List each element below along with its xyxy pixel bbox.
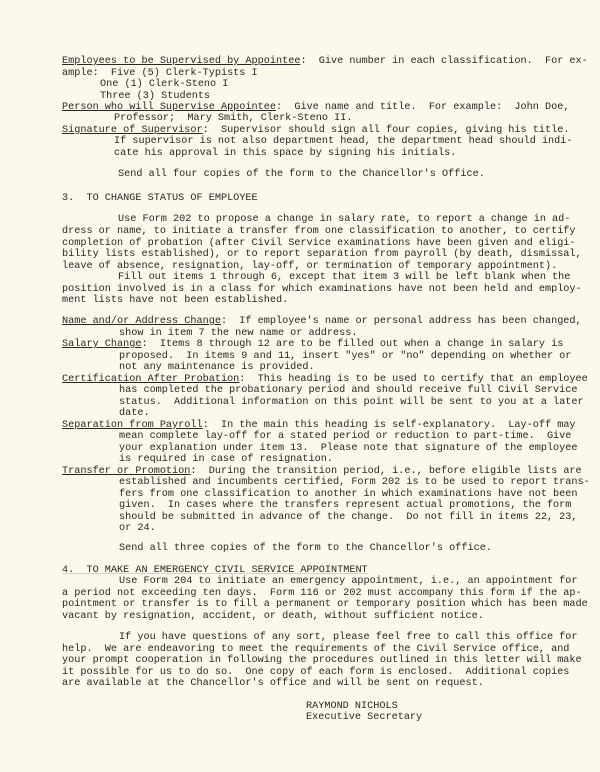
certification-line-2: has completed the probationary period and should receive full Civil Service xyxy=(119,385,578,396)
s3-p1-line-1: dress or name, to initiate a transfer from one classification to another, to certify xyxy=(62,226,576,237)
transfer-line-5: should be submitted in advance of the change. Do not fill in items 22, 23, xyxy=(119,512,578,523)
certification-line-4: date. xyxy=(119,408,150,419)
separation-heading: Separation from Payroll xyxy=(62,420,203,431)
salary-change-line-2: proposed. In items 9 and 11, insert "yes" or "no" depending on whether or xyxy=(119,351,572,362)
separation-line-2: mean complete lay-off for a stated period or reduction to part-time. Give xyxy=(119,431,572,442)
section-4-heading: 4. TO MAKE AN EMERGENCY CIVIL SERVICE APPOINTMENT xyxy=(62,565,368,576)
person-heading: Person who will Supervise Appointee xyxy=(62,102,276,113)
s3-p1-line-4: leave of absence, resignation, lay-off, or termination of temporary appointment). xyxy=(62,261,558,272)
person-line-2: Professor; Mary Smith, Clerk-Steno II. xyxy=(114,113,353,124)
s4-p1-line-3: vacant by resignation, accident, or death, without sufficient notice. xyxy=(62,611,484,622)
closing-line-1: help. We are endeavoring to meet the requirements of the Civil Service office, and xyxy=(62,644,570,655)
signer-name: RAYMOND NICHOLS xyxy=(306,701,398,712)
transfer-line-1: Transfer or Promotion: During the transition period, i.e., before eligible lists are xyxy=(62,466,582,477)
signer-title: Executive Secretary xyxy=(306,712,423,723)
transfer-line-4: given. In cases where the transfers represent actual promotions, the form xyxy=(119,500,572,511)
s3-p1-line-2: completion of probation (after Civil Service examinations have been given and eligi- xyxy=(62,238,576,249)
supervised-line-1: Employees to be Supervised by Appointee: Give number in each classification. For ex- xyxy=(62,56,588,67)
s4-p1-line-1: a period not exceeding ten days. Form 116 or 202 must accompany this form if the ap- xyxy=(62,588,582,599)
certification-line-3: status. Additional information on this point will be sent to you at a later xyxy=(119,397,584,408)
s3-p1-line-7: ment lists have not been established. xyxy=(62,295,289,306)
supervised-line-3: One (1) Clerk-Steno I xyxy=(100,79,229,90)
separation-line-1: Separation from Payroll: In the main this heading is self-explanatory. Lay-off may xyxy=(62,420,576,431)
transfer-heading: Transfer or Promotion xyxy=(62,466,191,477)
closing-line-4: are available at the Chancellor's office and will be sent on request. xyxy=(62,678,484,689)
salary-change-line-3: not any maintenance is provided. xyxy=(119,362,315,373)
person-line-1: Person who will Supervise Appointee: Give name and title. For example: John Doe, xyxy=(62,102,570,113)
s4-p1-line-2: pointment or transfer is to fill a permanent or temporary position which has been made xyxy=(62,599,588,610)
section-3-heading: 3. TO CHANGE STATUS OF EMPLOYEE xyxy=(62,193,258,204)
certification-line-1: Certification After Probation: This heading is to be used to certify that an employee xyxy=(62,374,588,385)
transfer-line-2: established and incumbents certified, Form 202 is to be used to report trans- xyxy=(119,477,590,488)
transfer-line-6: or 24. xyxy=(119,523,156,534)
salary-change-line-1: Salary Change: Items 8 through 12 are to be filled out when a change in salary is xyxy=(62,339,564,350)
supervised-line-2: ample: Five (5) Clerk-Typists I xyxy=(62,68,258,79)
s3-p1-line-0: Use Form 202 to propose a change in salary rate, to report a change in ad- xyxy=(118,214,571,225)
send-three-copies: Send all three copies of the form to the Chancellor's office. xyxy=(119,543,492,554)
transfer-line-3: fers from one classification to another in which examinations have not been xyxy=(119,489,578,500)
s4-p1-line-0: Use Form 204 to initiate an emergency appointment, i.e., an appointment for xyxy=(119,576,578,587)
name-change-line-1: Name and/or Address Change: If employee's name or personal address has been changed, xyxy=(62,316,582,327)
certification-heading: Certification After Probation xyxy=(62,374,240,385)
name-change-heading: Name and/or Address Change xyxy=(62,316,221,327)
signature-line-3: cate his approval in this space by signing his initials. xyxy=(114,148,457,159)
closing-line-2: your prompt cooperation in following the procedures outlined in this letter will make xyxy=(62,655,582,666)
signature-heading: Signature of Supervisor xyxy=(62,125,203,136)
separation-line-4: is required in case of resignation. xyxy=(119,454,333,465)
supervised-line-4: Three (3) Students xyxy=(100,91,211,102)
separation-line-3: your explanation under item 13. Please note that signature of the employee xyxy=(119,443,578,454)
send-four-copies: Send all four copies of the form to the Chancellor's Office. xyxy=(118,169,485,180)
s3-p1-line-3: bility lists established), or to report separation from payroll (by death, dismissal, xyxy=(62,249,582,260)
s3-p1-line-6: position involved is in a class for which examinations have not been held and employ- xyxy=(62,284,582,295)
closing-line-3: it possible for us to do so. One copy of each form is enclosed. Additional copies xyxy=(62,667,570,678)
signature-line-2: If supervisor is not also department head, the department head should indi- xyxy=(114,136,573,147)
salary-change-heading: Salary Change xyxy=(62,339,142,350)
signature-line-1: Signature of Supervisor: Supervisor should sign all four copies, giving his title. xyxy=(62,125,570,136)
closing-line-0: If you have questions of any sort, please feel free to call this office for xyxy=(119,632,578,643)
name-change-line-2: show in item 7 the new name or address. xyxy=(119,328,358,339)
letter-body xyxy=(62,0,600,772)
s3-p1-line-5: Fill out items 1 through 6, except that item 3 will be left blank when the xyxy=(118,272,571,283)
supervised-heading: Employees to be Supervised by Appointee xyxy=(62,56,301,67)
